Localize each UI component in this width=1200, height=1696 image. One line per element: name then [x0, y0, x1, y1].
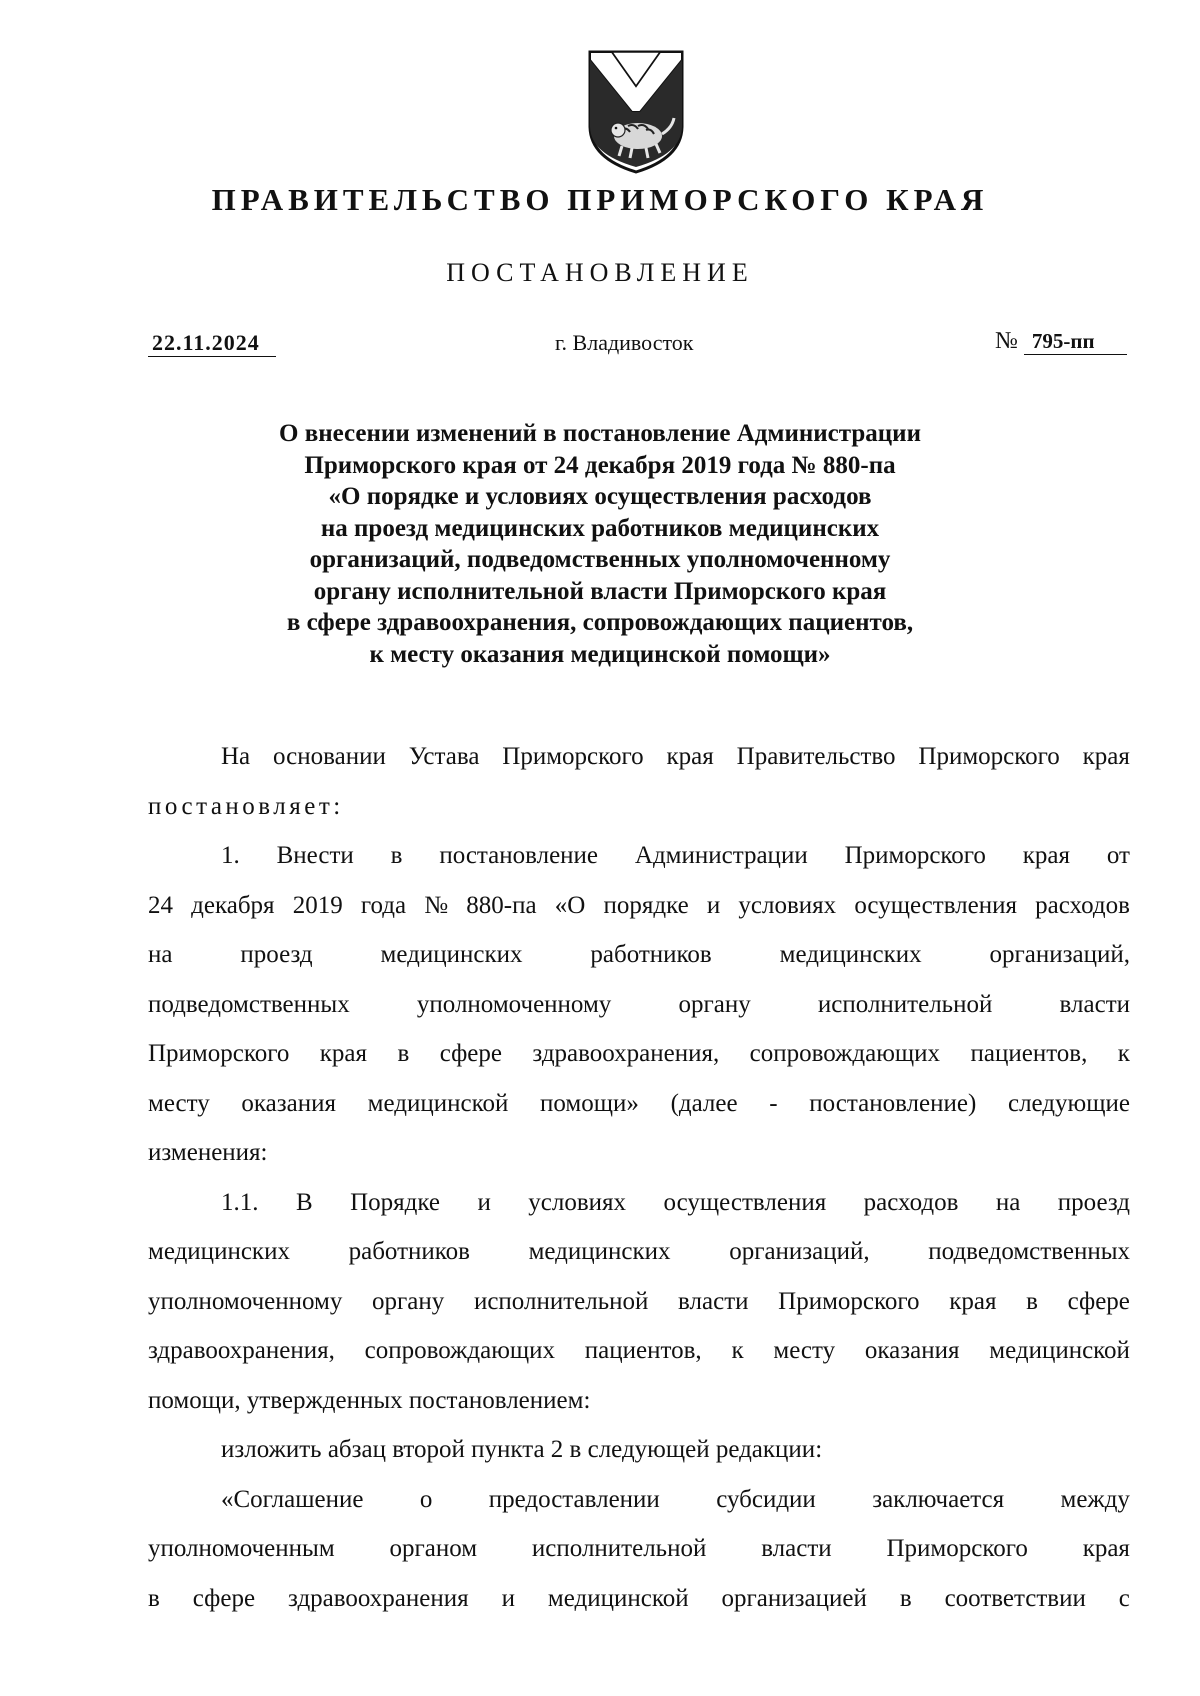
heading-line: О внесении изменений в постановление Администрации — [279, 420, 921, 447]
word: в — [390, 842, 403, 869]
document-body — [148, 740, 1130, 1631]
word: медицинских — [380, 941, 523, 968]
word: № — [424, 891, 449, 919]
word: условиях — [738, 891, 837, 919]
word: 880-па — [466, 891, 537, 919]
word: к — [1117, 1040, 1130, 1067]
word: помощи» — [540, 1089, 639, 1117]
word: к — [731, 1337, 744, 1364]
word: медицинской — [989, 1337, 1130, 1364]
body-line — [148, 740, 1130, 790]
word: осуществления — [854, 891, 1017, 919]
body-line — [148, 1285, 1130, 1335]
word: в — [899, 1584, 912, 1612]
word: основании — [273, 743, 386, 770]
word: (далее — [670, 1089, 738, 1117]
word: медицинской — [367, 1089, 509, 1117]
word: о — [419, 1485, 433, 1513]
word: органу — [678, 990, 751, 1018]
word: края — [319, 1040, 368, 1067]
heading-line: в сфере здравоохранения, сопровождающих пациентов, — [286, 609, 914, 636]
word: и — [501, 1584, 515, 1612]
word: медицинских — [779, 941, 922, 968]
word: На — [221, 743, 251, 770]
word: уполномоченному — [148, 1287, 343, 1315]
word: исполнительной — [531, 1535, 707, 1562]
word: медицинских — [148, 1238, 290, 1265]
word: сфере — [439, 1040, 502, 1067]
body-line: помощи, утвержденных постановлением: — [148, 1386, 591, 1414]
word: на — [148, 941, 173, 968]
heading-line: организаций, подведомственных уполномоченному — [309, 546, 891, 573]
body-line — [148, 1582, 1130, 1632]
word: уполномоченному — [416, 990, 612, 1018]
word: здравоохранения — [288, 1584, 469, 1612]
body-line — [148, 938, 1130, 988]
word: пациентов, — [970, 1040, 1088, 1067]
word: подведомственных — [928, 1238, 1130, 1265]
word: субсидии — [716, 1485, 816, 1513]
body-line — [148, 1483, 1130, 1533]
word: Правительство — [736, 743, 896, 770]
document-number — [995, 326, 1127, 356]
word: Приморского — [778, 1287, 920, 1315]
word: постановление — [439, 842, 599, 869]
word: декабря — [191, 891, 275, 919]
word: здравоохранения, — [148, 1337, 335, 1364]
body-line — [148, 1334, 1130, 1384]
body-line — [148, 1087, 1130, 1137]
word: осуществления — [663, 1188, 827, 1216]
word: Приморского — [502, 743, 644, 770]
word: и — [477, 1188, 491, 1216]
word: 1. — [221, 842, 240, 869]
number-value: 795-пп — [1024, 328, 1127, 355]
word: сфере — [192, 1584, 256, 1612]
word: года — [360, 891, 407, 919]
word: Приморского — [918, 743, 1060, 770]
word: В — [295, 1188, 313, 1216]
word: в — [148, 1584, 160, 1612]
word: «О — [554, 891, 586, 919]
word: следующие — [1007, 1089, 1130, 1117]
word: края — [1082, 743, 1130, 770]
heading-line: «О порядке и условиях осуществления расходов — [328, 483, 872, 510]
word: расходов — [863, 1188, 959, 1216]
word: власти — [678, 1287, 749, 1315]
word: края — [1022, 842, 1071, 869]
word: - — [769, 1089, 778, 1117]
word: власти — [1059, 990, 1130, 1018]
word: на — [995, 1188, 1021, 1216]
body-line: изложить абзац второй пункта 2 в следующей редакции: — [221, 1436, 823, 1463]
word: месту — [148, 1089, 210, 1117]
word: органу — [372, 1287, 445, 1315]
word: с — [1118, 1584, 1130, 1612]
word: организаций, — [729, 1238, 870, 1265]
document-type: ПОСТАНОВЛЕНИЕ — [446, 258, 754, 287]
word: месту — [773, 1337, 836, 1364]
word: здравоохранения, — [532, 1040, 720, 1067]
word: оказания — [864, 1337, 960, 1364]
word: работников — [590, 941, 712, 968]
body-line — [148, 1037, 1130, 1087]
word: исполнительной — [473, 1287, 649, 1315]
body-line — [148, 1186, 1130, 1236]
word: организаций, — [989, 941, 1130, 968]
word: постановление) — [809, 1089, 977, 1117]
word: сопровождающих — [749, 1040, 941, 1067]
heading-line: к месту оказания медицинской помощи» — [369, 640, 831, 668]
body-line — [148, 889, 1130, 939]
word: от — [1106, 842, 1130, 869]
word: сфере — [1067, 1287, 1130, 1315]
word: проезд — [240, 941, 313, 968]
word: Внести — [276, 842, 354, 869]
body-line — [148, 839, 1130, 889]
word: Приморского — [886, 1535, 1028, 1562]
heading-line: Приморского края от 24 декабря 2019 года № 880-па — [304, 451, 896, 479]
body-line — [148, 988, 1130, 1038]
word: условиях — [528, 1188, 627, 1216]
word: работников — [348, 1238, 470, 1265]
word: 24 — [148, 891, 173, 919]
word: Приморского — [844, 842, 986, 869]
word: расходов — [1035, 891, 1130, 919]
word: исполнительной — [817, 990, 993, 1018]
word: предоставлении — [488, 1485, 660, 1513]
word: сопровождающих — [364, 1337, 556, 1364]
word: органом — [389, 1535, 478, 1562]
heading-line: органу исполнительной власти Приморского края — [313, 577, 887, 605]
body-line — [148, 1235, 1130, 1285]
document-city: г. Владивосток — [555, 330, 694, 355]
document-heading — [200, 418, 1000, 670]
body-line — [148, 1532, 1130, 1582]
word: 2019 — [292, 891, 343, 919]
word: подведомственных — [148, 990, 350, 1018]
coat-of-arms-icon — [582, 46, 690, 176]
word: Устава — [408, 743, 480, 770]
word: Порядке — [350, 1188, 440, 1216]
government-title: ПРАВИТЕЛЬСТВО ПРИМОРСКОГО КРАЯ — [211, 182, 989, 217]
word: порядке — [603, 891, 689, 919]
word: пациентов, — [584, 1337, 702, 1364]
word: 1.1. — [221, 1188, 259, 1216]
word: медицинской — [547, 1584, 689, 1612]
word: и — [706, 891, 721, 919]
word: в — [397, 1040, 410, 1067]
heading-line: на проезд медицинских работников медицинских — [320, 514, 880, 542]
word: в — [1026, 1287, 1038, 1315]
word: «Соглашение — [221, 1485, 364, 1513]
word: власти — [761, 1535, 832, 1562]
word: медицинских — [528, 1238, 671, 1265]
word: края — [949, 1287, 997, 1315]
number-sign: № — [995, 328, 1018, 354]
word: уполномоченным — [148, 1535, 335, 1562]
word: Администрации — [634, 842, 808, 869]
word: проезд — [1057, 1188, 1130, 1216]
document-date: 22.11.2024 — [148, 330, 276, 357]
word: заключается — [872, 1485, 1005, 1513]
body-line: постановляет: — [148, 792, 344, 820]
word: Приморского — [148, 1040, 290, 1067]
word: между — [1060, 1485, 1130, 1513]
word: края — [1082, 1535, 1130, 1562]
word: соответствии — [944, 1584, 1086, 1612]
word: края — [666, 743, 714, 770]
word: организацией — [721, 1584, 867, 1612]
word: оказания — [241, 1089, 336, 1117]
body-line: изменения: — [148, 1139, 268, 1166]
